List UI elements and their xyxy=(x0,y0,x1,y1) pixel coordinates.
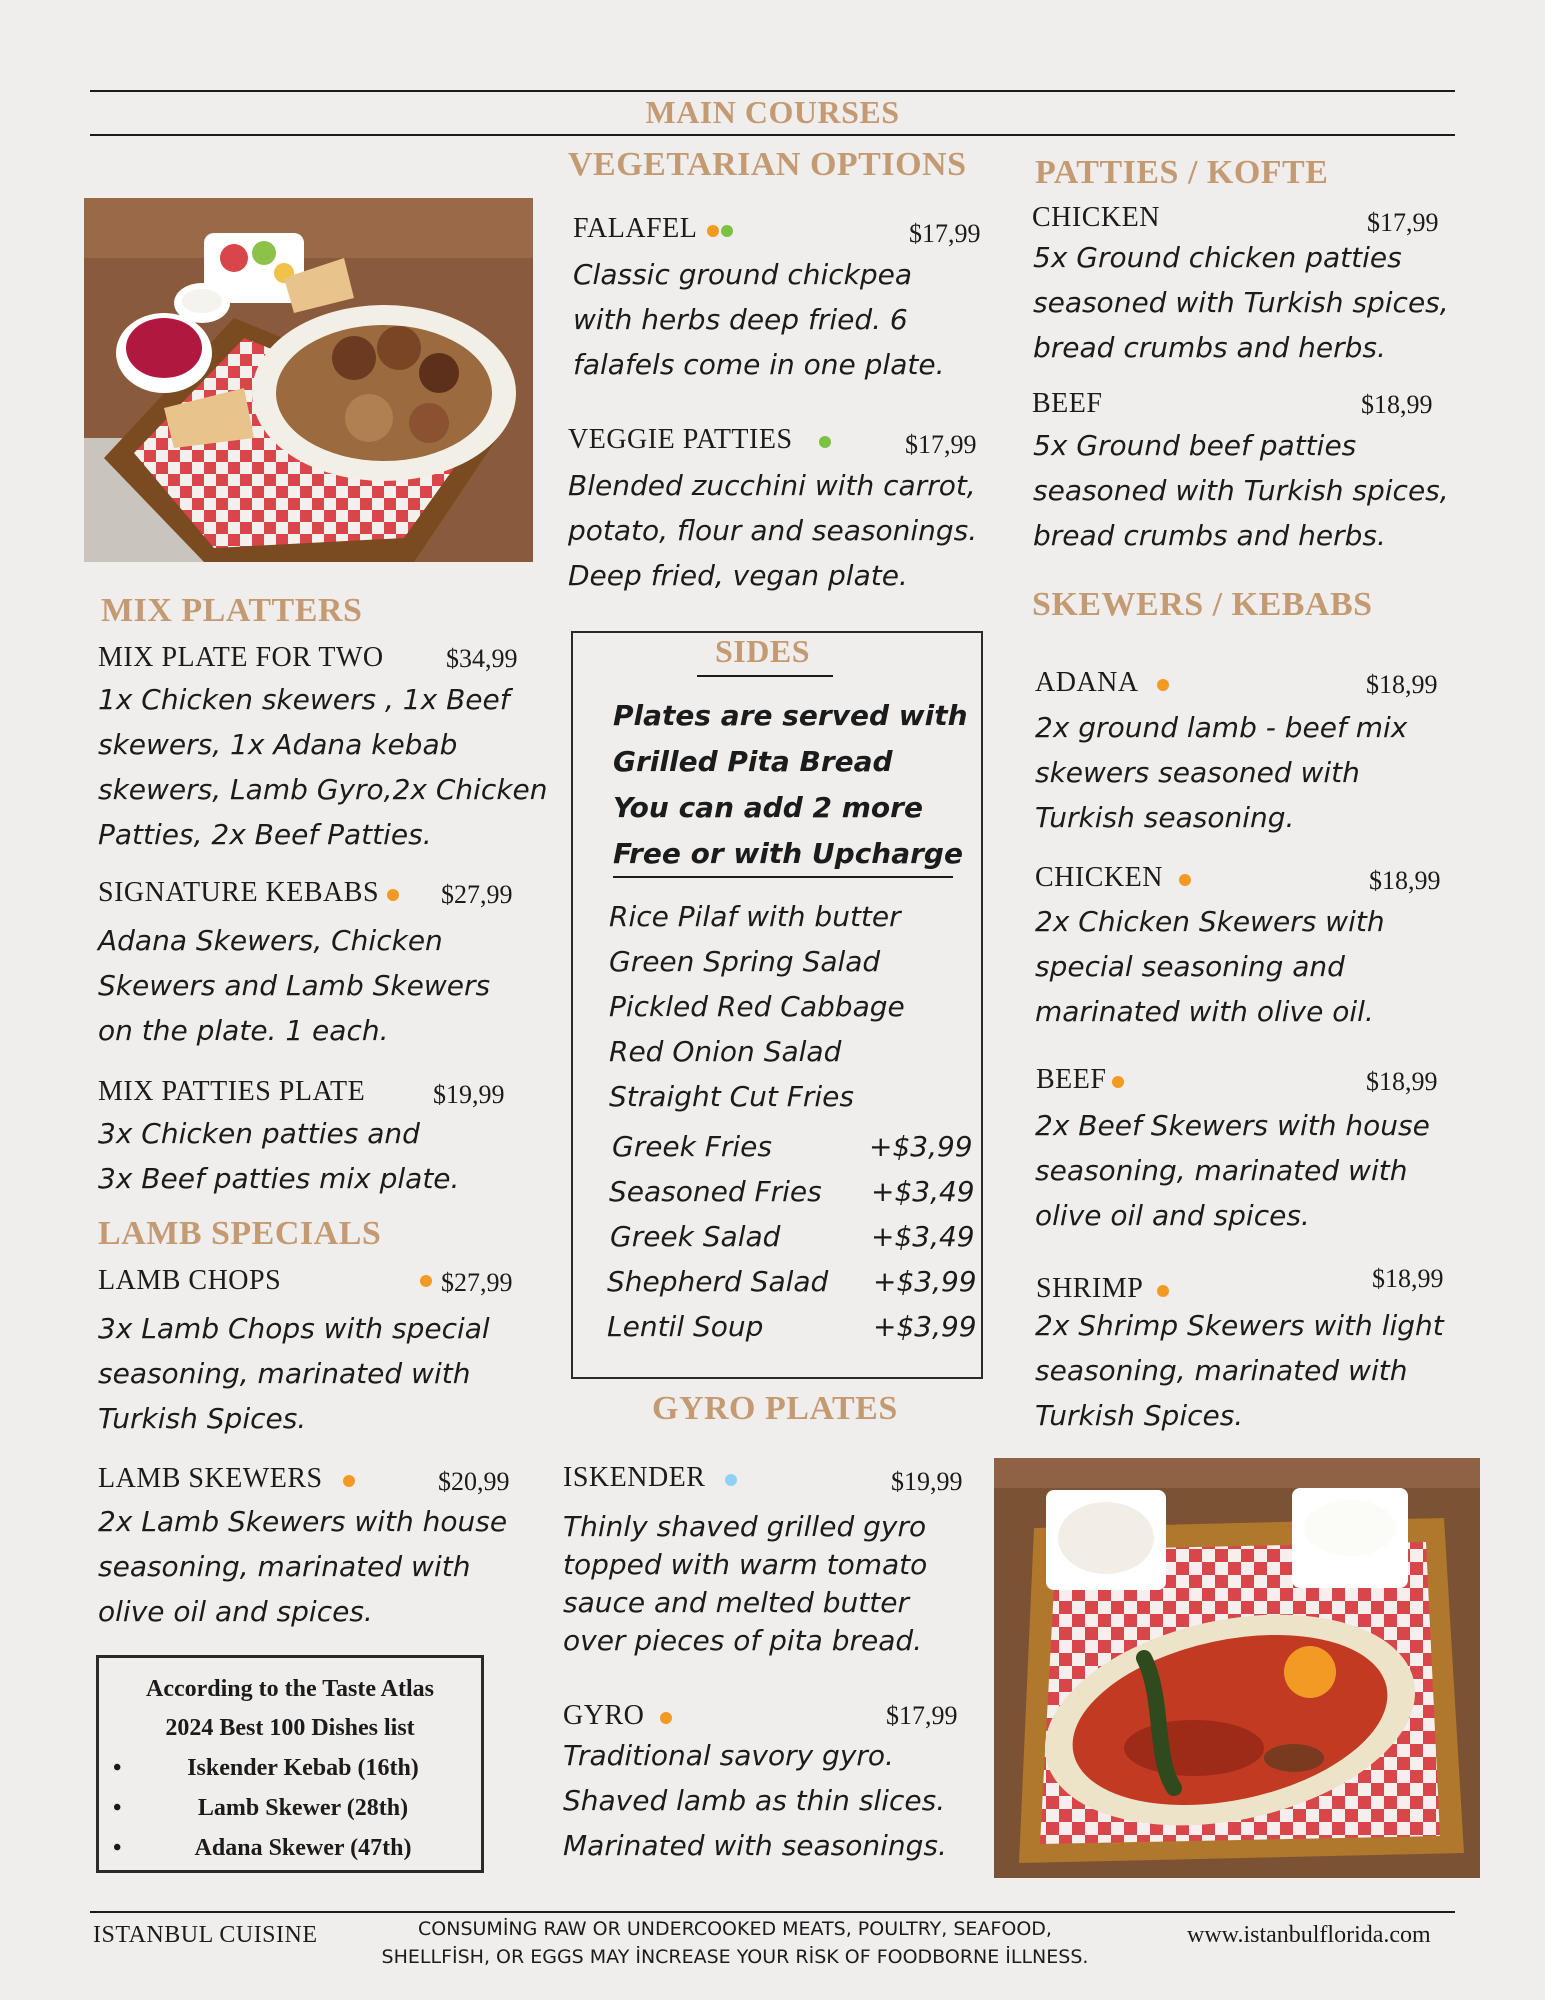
iskender-name: ISKENDER xyxy=(563,1462,737,1494)
mix-patties-plate-name: MIX PATTIES PLATE xyxy=(98,1076,366,1107)
taste-atlas-box xyxy=(96,1655,484,1873)
mix-platters-heading: MIX PLATTERS xyxy=(101,592,363,629)
gyro-plates-heading: GYRO PLATES xyxy=(652,1390,898,1427)
mix-patties-plate-desc: 3x Chicken patties and 3x Beef patties mix plate. xyxy=(98,1117,460,1195)
bullet-icon: • xyxy=(113,1835,122,1861)
beef-skewers-desc: 2x Beef Skewers with house seasoning, marinated with olive oil and spices. xyxy=(1035,1109,1430,1232)
veggie-patties-price: $17,99 xyxy=(905,430,977,459)
signature-kebabs-name: SIGNATURE KEBABS xyxy=(98,877,399,909)
spice-dot-icon xyxy=(660,1712,672,1724)
mild-dot-icon xyxy=(725,1474,737,1486)
sides-box xyxy=(571,631,983,1379)
taste-atlas-item: • Lamb Skewer (28th) xyxy=(113,1795,409,1821)
upcharge-price: +$3,49 xyxy=(871,1220,975,1253)
page-title: MAIN COURSES xyxy=(645,94,900,130)
sides-heading: SIDES xyxy=(715,633,810,669)
top-rule xyxy=(90,90,1455,92)
beef-patties-desc: 5x Ground beef patties seasoned with Turkish spices, bread crumbs and herbs. xyxy=(1033,429,1449,552)
spice-dot-icon xyxy=(387,889,399,901)
lamb-skewers-name: LAMB SKEWERS xyxy=(98,1463,355,1495)
adana-desc: 2x ground lamb - beef mix skewers seasoned with Turkish seasoning. xyxy=(1035,711,1408,834)
sides-heading-underline xyxy=(697,675,833,677)
vegan-dot-icon xyxy=(819,436,831,448)
chicken-patties-price: $17,99 xyxy=(1367,208,1439,237)
taste-atlas-line2: 2024 Best 100 Dishes list xyxy=(165,1715,415,1741)
bullet-icon: • xyxy=(113,1795,122,1821)
footer-warning-line2: SHELLFİSH, OR EGGS MAY İNCREASE YOUR RİSK OF FOODBORNE İLLNESS. xyxy=(381,1946,1089,1968)
beef-skewers-price: $18,99 xyxy=(1366,1067,1438,1096)
upcharge-name: Greek Fries xyxy=(612,1130,772,1163)
taste-atlas-line1: According to the Taste Atlas xyxy=(146,1676,434,1702)
signature-kebabs-price: $27,99 xyxy=(441,880,513,909)
vegan-dot-icon xyxy=(721,225,733,237)
taste-atlas-item: • Iskender Kebab (16th) xyxy=(113,1755,419,1781)
vegetarian-options-heading: VEGETARIAN OPTIONS xyxy=(568,146,967,183)
sides-intro: Plates are served with Grilled Pita Bread You can add 2 more Free or with Upcharge xyxy=(613,699,968,870)
bullet-icon: • xyxy=(113,1755,122,1781)
beef-skewers-name: BEEF xyxy=(1036,1064,1124,1096)
upcharge-price: +$3,49 xyxy=(871,1175,975,1208)
iskender-desc: Thinly shaved grilled gyro topped with warm tomato sauce and melted butter over pieces of pita bread. xyxy=(563,1510,928,1657)
veggie-patties-name: VEGGIE PATTIES xyxy=(568,424,831,456)
sides-intro-underline xyxy=(613,876,953,878)
lamb-chops-name: LAMB CHOPS xyxy=(98,1265,282,1296)
falafel-desc: Classic ground chickpea with herbs deep fried. 6 falafels come in one plate. xyxy=(573,258,945,381)
upcharge-name: Shepherd Salad xyxy=(607,1265,829,1298)
falafel-price: $17,99 xyxy=(909,219,981,248)
patties-kofte-heading: PATTIES / KOFTE xyxy=(1035,154,1329,191)
footer-warning-line1: CONSUMİNG RAW OR UNDERCOOKED MEATS, POULTRY, SEAFOOD, xyxy=(418,1918,1052,1940)
shrimp-skewers-price: $18,99 xyxy=(1372,1264,1444,1293)
chicken-skewers-name: CHICKEN xyxy=(1035,862,1191,894)
gyro-desc: Traditional savory gyro. Shaved lamb as thin slices. Marinated with seasonings. xyxy=(563,1739,947,1862)
upcharge-price: +$3,99 xyxy=(873,1265,977,1298)
adana-price: $18,99 xyxy=(1366,670,1438,699)
upcharge-name: Lentil Soup xyxy=(607,1310,764,1343)
spice-dot-icon xyxy=(343,1475,355,1487)
footer-brand: ISTANBUL CUISINE xyxy=(93,1922,318,1948)
mix-patties-plate-price: $19,99 xyxy=(433,1080,505,1109)
upcharge-price: +$3,99 xyxy=(873,1310,977,1343)
mix-platter-photo xyxy=(84,198,533,562)
beef-patties-name: BEEF xyxy=(1032,388,1103,419)
shrimp-skewers-desc: 2x Shrimp Skewers with light seasoning, marinated with Turkish Spices. xyxy=(1035,1309,1444,1432)
mix-plate-for-two-name: MIX PLATE FOR TWO xyxy=(98,642,384,673)
spice-dot-icon xyxy=(1179,874,1191,886)
spice-dot-icon xyxy=(1157,1285,1169,1297)
shrimp-skewers-name: SHRIMP xyxy=(1036,1273,1169,1305)
taste-atlas-item: • Adana Skewer (47th) xyxy=(113,1835,412,1861)
lamb-skewers-price: $20,99 xyxy=(438,1467,510,1496)
signature-kebabs-desc: Adana Skewers, Chicken Skewers and Lamb Skewers on the plate. 1 each. xyxy=(98,924,491,1047)
mix-plate-for-two-price: $34,99 xyxy=(446,644,518,673)
iskender-price: $19,99 xyxy=(891,1467,963,1496)
lamb-specials-heading: LAMB SPECIALS xyxy=(98,1215,382,1252)
beef-patties-price: $18,99 xyxy=(1361,390,1433,419)
chicken-skewers-price: $18,99 xyxy=(1369,866,1441,895)
falafel-name: FALAFEL xyxy=(573,213,733,245)
spice-dot-icon xyxy=(1112,1076,1124,1088)
iskender-photo xyxy=(994,1458,1480,1878)
skewers-kebabs-heading: SKEWERS / KEBABS xyxy=(1032,586,1373,623)
upcharge-name: Greek Salad xyxy=(610,1220,781,1253)
chicken-skewers-desc: 2x Chicken Skewers with special seasoning and marinated with olive oil. xyxy=(1035,905,1385,1028)
upcharge-price: +$3,99 xyxy=(869,1130,973,1163)
gyro-price: $17,99 xyxy=(886,1701,958,1730)
spice-dot-icon xyxy=(707,225,719,237)
title-rule xyxy=(90,134,1455,136)
footer-rule xyxy=(90,1911,1455,1913)
lamb-chops-price: $27,99 xyxy=(441,1268,513,1297)
spice-dot-icon xyxy=(420,1275,432,1287)
lamb-skewers-desc: 2x Lamb Skewers with house seasoning, marinated with olive oil and spices. xyxy=(98,1505,508,1628)
footer-url[interactable]: www.istanbulflorida.com xyxy=(1187,1922,1431,1948)
adana-name: ADANA xyxy=(1035,667,1169,699)
veggie-patties-desc: Blended zucchini with carrot, potato, flour and seasonings. Deep fried, vegan plate. xyxy=(568,469,978,592)
upcharge-name: Seasoned Fries xyxy=(609,1175,822,1208)
lamb-chops-desc: 3x Lamb Chops with special seasoning, marinated with Turkish Spices. xyxy=(98,1312,490,1435)
mix-plate-for-two-desc: 1x Chicken skewers , 1x Beef skewers, 1x Adana kebab skewers, Lamb Gyro,2x Chicken Patties, 2x Beef Patties. xyxy=(98,683,548,851)
chicken-patties-name: CHICKEN xyxy=(1032,202,1160,233)
gyro-name: GYRO xyxy=(563,1700,672,1732)
sides-free-list: Rice Pilaf with butter Green Spring Salad Pickled Red Cabbage Red Onion Salad Straight Cut Fries xyxy=(609,900,905,1113)
chicken-patties-desc: 5x Ground chicken patties seasoned with Turkish spices, bread crumbs and herbs. xyxy=(1033,241,1449,364)
spice-dot-icon xyxy=(1157,679,1169,691)
